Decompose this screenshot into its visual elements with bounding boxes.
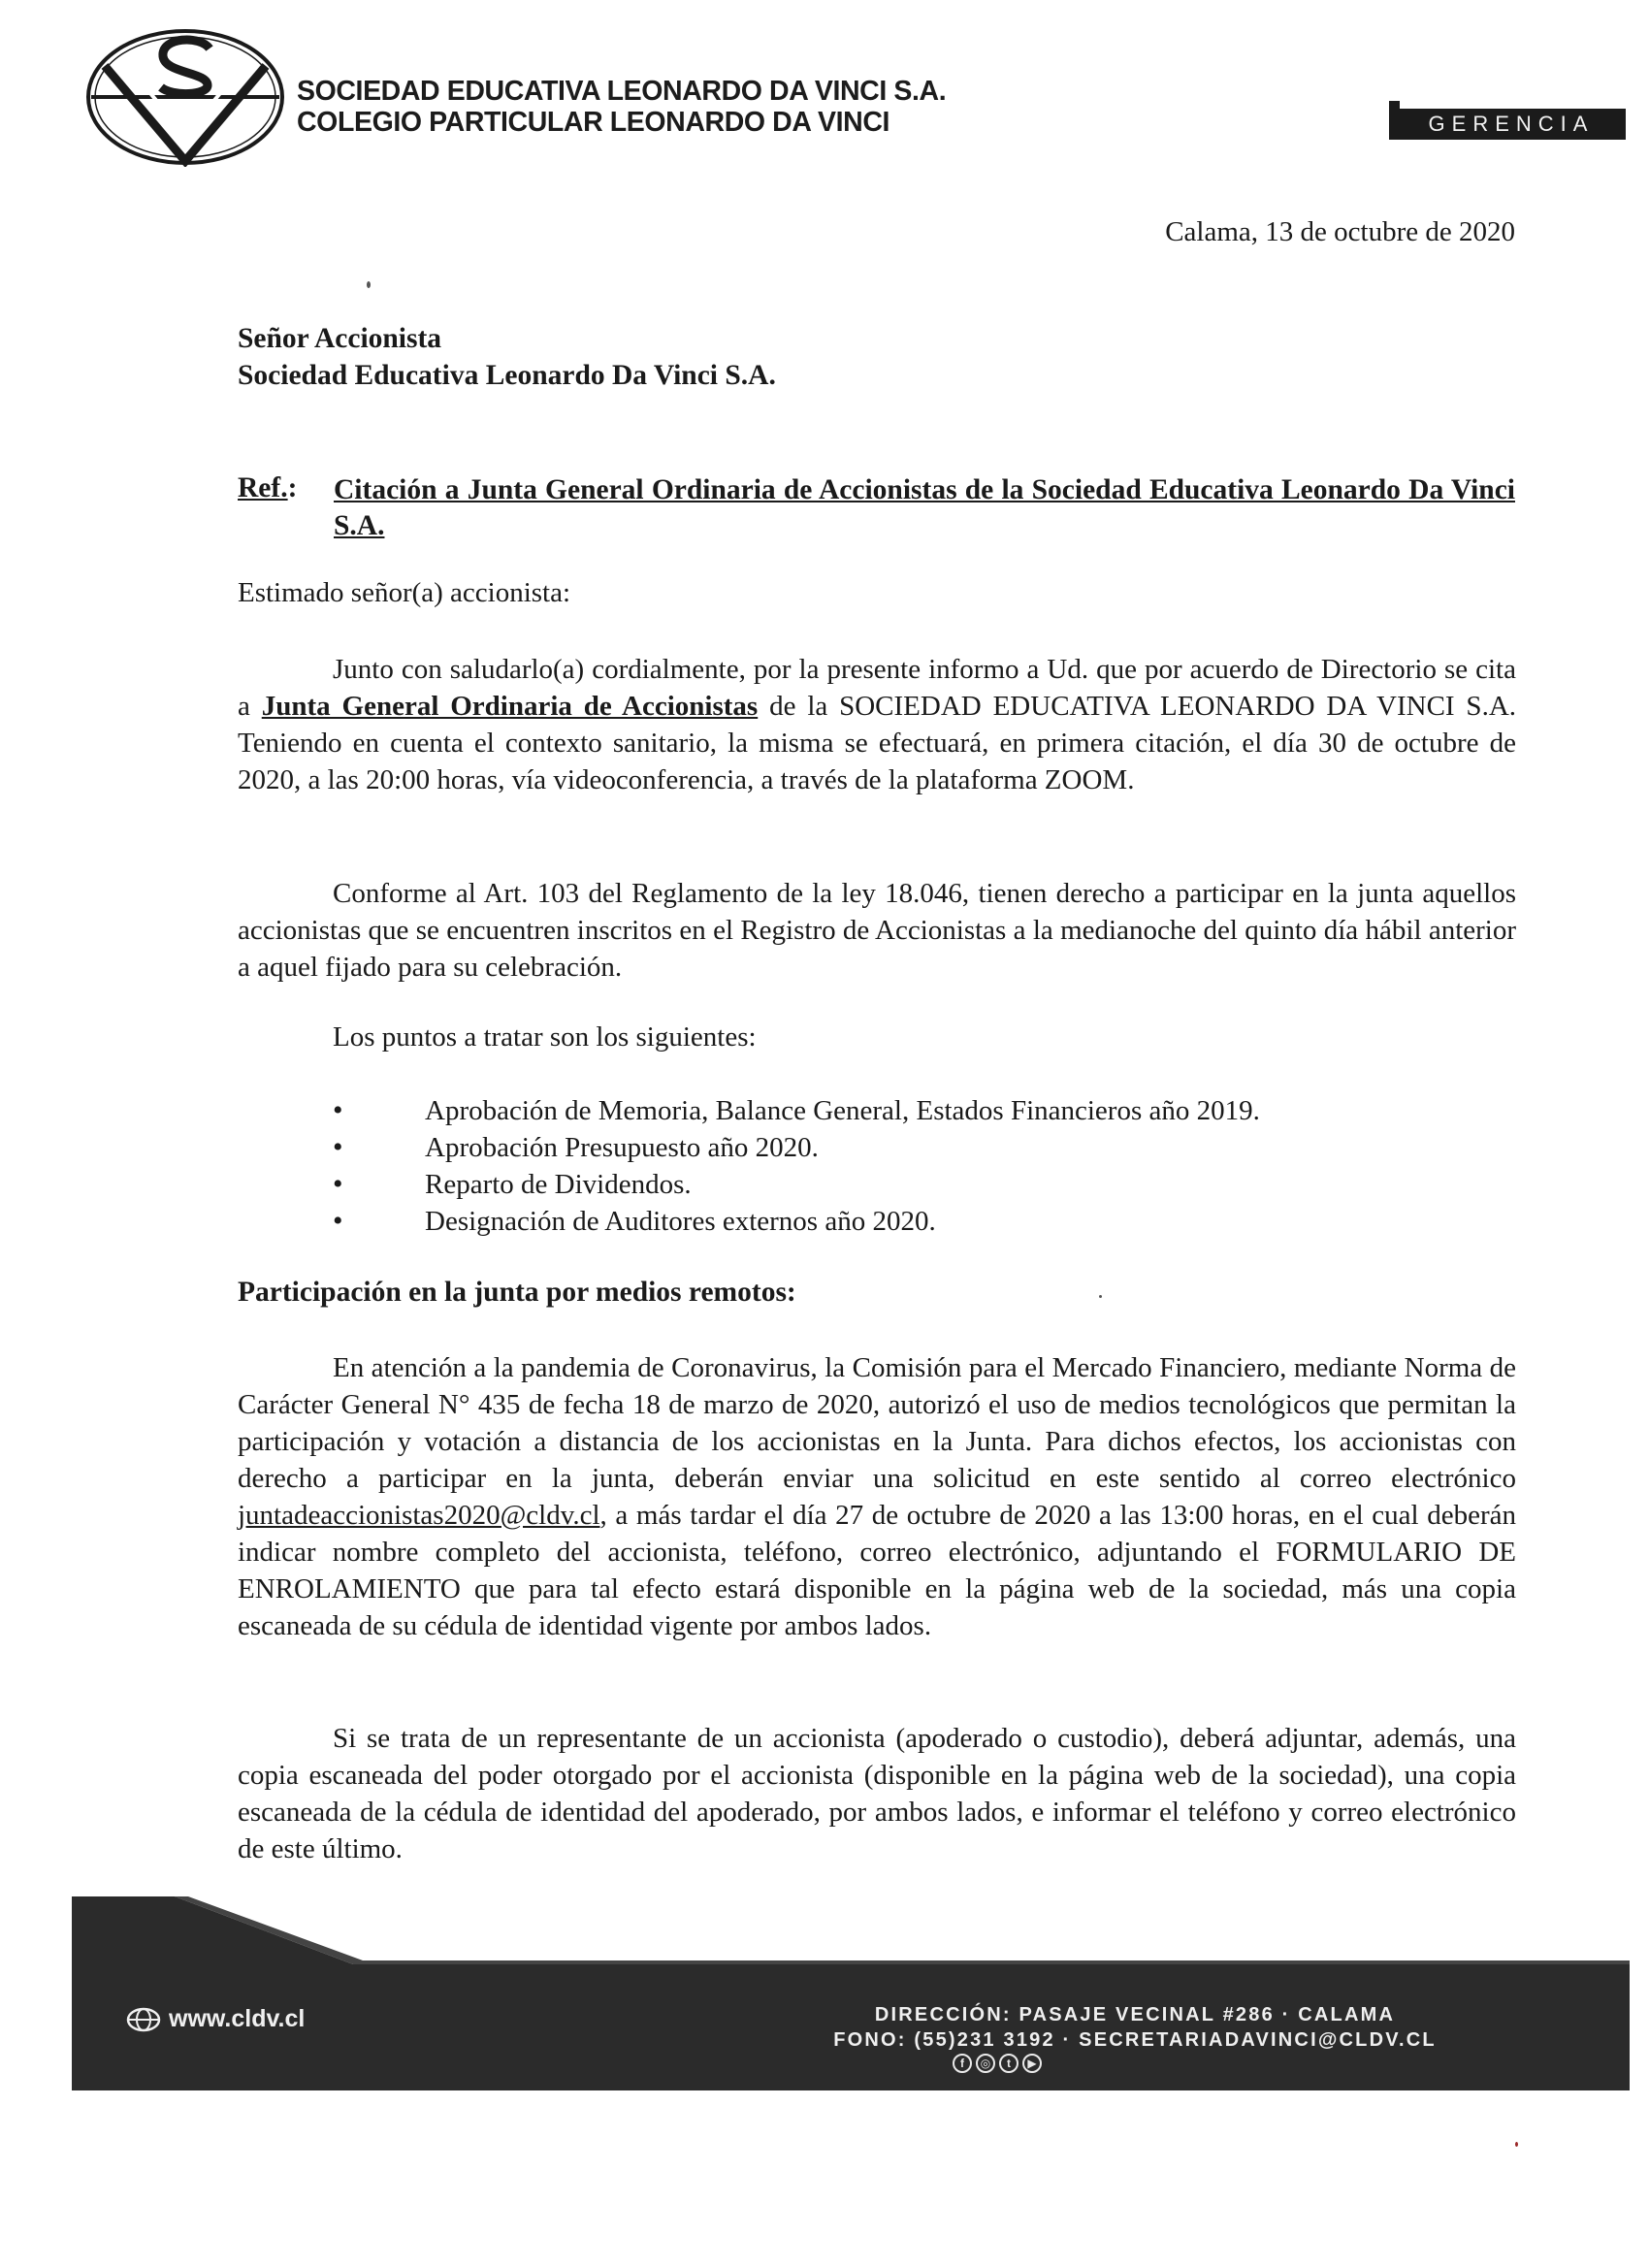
scan-speck bbox=[1515, 2142, 1518, 2147]
globe-icon bbox=[126, 2006, 161, 2033]
paragraph-convocation-part-a: Junto con saludarlo(a) cordialmente, por la presente informo a Ud. que por acuerdo de Directorio se cita a bbox=[238, 654, 1516, 722]
recipient-block bbox=[238, 320, 776, 394]
paragraph-eligibility-text: Conforme al Art. 103 del Reglamento de la ley 18.046, tienen derecho a participar en la junta aquellos accionistas que se encuentren inscritos en el Registro de Accionistas a la medianoche del quinto día hábil anterior a aquel fijado para su celebración. bbox=[238, 878, 1516, 983]
agenda-item: • Reparto de Dividendos. bbox=[333, 1166, 1260, 1203]
footer-website-text: www.cldv.cl bbox=[169, 2005, 306, 2032]
footer-contact bbox=[698, 2002, 1571, 2053]
salutation: Estimado señor(a) accionista: bbox=[238, 577, 571, 608]
school-logo bbox=[85, 27, 285, 167]
letter-date: Calama, 13 de octubre de 2020 bbox=[1165, 216, 1515, 247]
reference-subject: Citación a Junta General Ordinaria de Accionistas de la Sociedad Educativa Leonardo Da Vinci S.A. bbox=[334, 474, 1515, 541]
agenda-item: • Designación de Auditores externos año 2020. bbox=[333, 1203, 1260, 1240]
reference-label-text: Ref. bbox=[238, 472, 288, 503]
department-label: GERENCIA bbox=[1428, 112, 1595, 136]
recipient-line-1: Señor Accionista bbox=[238, 323, 442, 354]
facebook-icon[interactable]: f bbox=[953, 2054, 972, 2073]
meeting-name-emphasis: Junta General Ordinaria de Accionistas bbox=[261, 691, 759, 722]
org-line-1: SOCIEDAD EDUCATIVA LEONARDO DA VINCI S.A. bbox=[297, 76, 947, 107]
paragraph-remote-part-b: , a más tardar el día 27 de octubre de 2020 a las 13:00 horas, en el cual deberán indicar nombre completo del accionista, teléfono, correo electrónico, adjuntando el FORMULARIO DE ENROLAMIENTO que para tal efecto estará disponible en la página web de la sociedad, más una copia escaneada de su cédula de identidad vigente por ambos lados. bbox=[238, 1500, 1516, 1641]
instagram-icon[interactable]: ◎ bbox=[976, 2054, 995, 2073]
footer-address: DIRECCIÓN: PASAJE VECINAL #286 · CALAMA bbox=[874, 2004, 1396, 2025]
paragraph-remote-part-a: En atención a la pandemia de Coronavirus, la Comisión para el Mercado Financiero, mediante Norma de Carácter General N° 435 de fecha 18 de marzo de 2020, autorizó el uso de medios tecnológicos que permitan la participación y votación a distancia de los accionistas en la Junta. Para dichos efectos, los accionistas con derecho a participar en la junta, deberán enviar una solicitud en este sentido al correo electrónico bbox=[238, 1352, 1516, 1494]
paragraph-remote-participation bbox=[238, 1349, 1516, 1644]
paragraph-representative bbox=[238, 1720, 1516, 1867]
agenda-intro: Los puntos a tratar son los siguientes: bbox=[333, 1021, 757, 1053]
paragraph-representative-text: Si se trata de un representante de un accionista (apoderado o custodio), deberá adjuntar, además, una copia escaneada del poder otorgado por el accionista (disponible en la página web de la sociedad), una copia escaneada de la cédula de identidad del apoderado, por ambos lados, e informar el teléfono y correo electrónico de este último. bbox=[238, 1723, 1516, 1864]
scan-speck bbox=[367, 281, 371, 288]
footer-social-icons bbox=[953, 2054, 1042, 2073]
recipient-line-2: Sociedad Educativa Leonardo Da Vinci S.A. bbox=[238, 360, 776, 391]
section-heading-remote: Participación en la junta por medios remotos: bbox=[238, 1277, 796, 1308]
agenda-item: • Aprobación de Memoria, Balance General, Estados Financieros año 2019. bbox=[333, 1092, 1260, 1129]
twitter-icon[interactable]: t bbox=[999, 2054, 1018, 2073]
footer-website[interactable] bbox=[126, 2005, 305, 2033]
agenda-item: • Aprobación Presupuesto año 2020. bbox=[333, 1129, 1260, 1166]
paragraph-eligibility bbox=[238, 875, 1516, 986]
reference-label: Ref.: bbox=[238, 472, 298, 503]
org-line-2: COLEGIO PARTICULAR LEONARDO DA VINCI bbox=[297, 107, 890, 138]
agenda-list bbox=[333, 1092, 1260, 1240]
youtube-icon[interactable]: ▶ bbox=[1022, 2054, 1042, 2073]
paragraph-convocation-part-b: de la SOCIEDAD EDUCATIVA LEONARDO DA VINCI S.A. Teniendo en cuenta el contexto sanitario, la misma se efectuará, en primera citación, el día 30 de octubre de 2020, a las 20:00 horas, vía videoconferencia, a través de la plataforma ZOOM. bbox=[238, 691, 1517, 795]
footer-band bbox=[72, 1896, 1630, 2090]
email-link[interactable]: juntadeaccionistas2020@cldv.cl bbox=[238, 1500, 600, 1531]
paragraph-convocation bbox=[238, 651, 1516, 798]
footer-phone-email: FONO: (55)231 3192 · SECRETARIADAVINCI@CLDV.CL bbox=[833, 2029, 1437, 2051]
organization-name bbox=[297, 76, 946, 138]
scan-speck bbox=[1099, 1295, 1102, 1298]
